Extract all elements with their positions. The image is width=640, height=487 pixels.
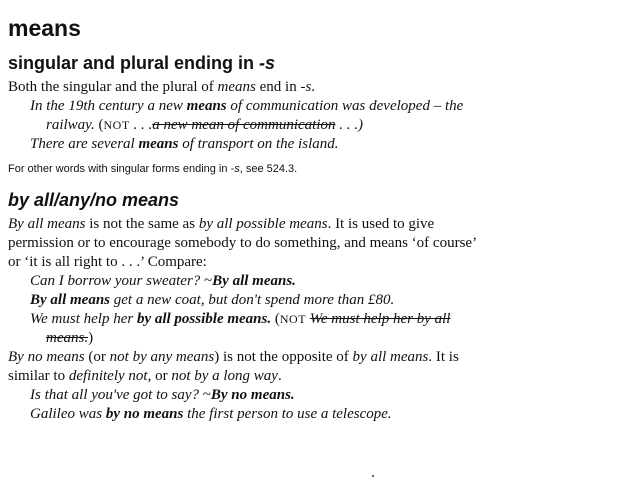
incorrect-form: We must help her by all xyxy=(309,311,451,327)
example-sentence: Is that all you've got to say? ~By no means. xyxy=(30,387,295,403)
cross-reference-note: For other words with singular forms ending in -s, see 524.3. xyxy=(8,163,298,175)
example-sentence: Galileo was by no means the first person to use a telescope. xyxy=(30,406,392,422)
incorrect-form: a new mean of communication xyxy=(152,117,336,133)
section-title-singular-plural: singular and plural ending in -s xyxy=(8,53,276,73)
dictionary-page: means singular and plural ending in -s Both the singular and the plural of means end in -s. In the 19th century a new means of communication was developed – the railway. (NOT . . .a new mean of communication . . .) There are several means of transport on the island. For other words with singular forms ending in -s, see 524.3. by all/any/no means By all means is not the same as by all possible means. It is used to give permission or to encourage somebody to do something, and means ‘of course’ or ‘it is all right to . . .’ Compare: Can I borrow your sweater? ~By all means. By all means get a new coat, but don't spend more than £80. We must help her by all possible means. (NOT We must help her by all means.) By no means (or not by any means) is not the opposite of by all means. It is similar to definitely not, or not by a long way. Is that all you've got to say? ~By no means. Galileo was by no means the first person to use a telescope. xyxy=(0,0,640,487)
section2-body-2: By no means (or not by any means) is not the opposite of by all means. It is xyxy=(8,349,459,365)
example-sentence: We must help her by all possible means. (NOT We must help her by all means.) xyxy=(30,311,451,346)
example-sentence: In the 19th century a new means of communication was developed – the railway. (NOT . . .a new mean of communication . . .) xyxy=(30,98,464,133)
tilde-symbol: ~ xyxy=(204,273,213,289)
scan-speck xyxy=(372,475,374,477)
tilde-symbol: ~ xyxy=(202,387,211,403)
incorrect-form: means. xyxy=(46,330,89,346)
section2-body: By all means is not the same as by all possible means. It is used to give xyxy=(8,216,435,232)
example-sentence: There are several means of transport on the island. xyxy=(30,136,339,152)
example-sentence: Can I borrow your sweater? ~By all means. xyxy=(30,273,296,289)
section1-body: Both the singular and the plural of means end in -s. xyxy=(8,79,316,95)
headword: means xyxy=(8,15,81,41)
example-sentence: By all means get a new coat, but don't spend more than £80. xyxy=(30,292,395,308)
section-title-by-all-means: by all/any/no means xyxy=(8,190,180,210)
